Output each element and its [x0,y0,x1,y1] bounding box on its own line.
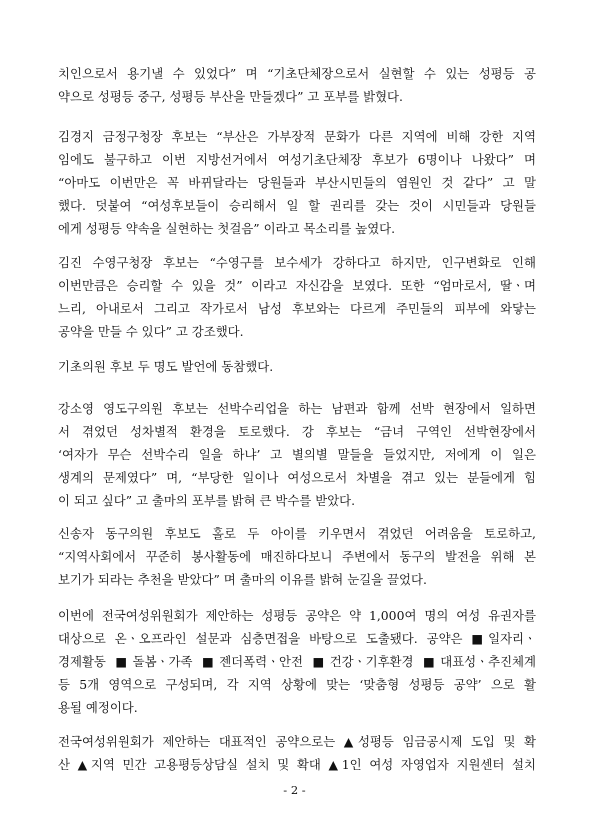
text-line: 임에도 불구하고 이번 지방선거에서 여성기초단체장 후보가 6명이나 나왔다” 며 [58,152,536,167]
paragraph-3 [58,251,536,343]
paragraph-4 [58,355,536,378]
text-line: 공약을 만들 수 있다” 고 강조했다. [58,324,244,339]
text-line: 이번만큼은 승리할 수 있을 것” 이라고 자신감을 보였다. 또한 “엄마로서, 딸ㆍ며 [58,278,536,293]
paragraph-5 [58,397,536,512]
text-line: 이 되고 싶다” 고 출마의 포부를 밝혀 큰 박수를 받았다. [58,493,356,508]
text-line: 강소영 영도구의원 후보는 선박수리업을 하는 남편과 함께 선박 현장에서 일하면 [58,401,536,416]
text-line: 기초의원 후보 두 명도 발언에 동참했다. [58,359,274,374]
paragraph-8 [58,730,536,776]
text-line: 했다. 덧붙여 “여성후보들이 승리해서 일 할 권리를 갖는 것이 시민들과 당원들 [58,198,536,213]
text-line: “아마도 이번만은 꼭 바뀌달라는 당원들과 부산시민들의 염원인 것 같다” 고 말 [58,175,536,190]
text-line: 느리, 아내로서 그리고 작가로서 남성 후보와는 다르게 주민들의 피부에 와닿는 [58,301,536,316]
text-line: ‘여자가 무슨 선박수리 일을 하냐’ 고 별의별 말들을 들었지만, 저에게 이 일은 [58,447,536,462]
text-line: 김경지 금정구청장 후보는 “부산은 가부장적 문화가 다른 지역에 비해 강한 지역 [58,129,536,144]
text-line: 신송자 동구의원 후보도 홀로 두 아이를 키우면서 겪었던 어려움을 토로하고, [58,526,536,541]
text-line: 용될 예정이다. [58,700,138,715]
text-line: 김진 수영구청장 후보는 “수영구를 보수세가 강하다고 하지만, 인구변화로 인해 [58,255,536,270]
paragraph-6 [58,522,536,591]
text-line: 산 ▲지역 민간 고용평등상담실 설치 및 확대 ▲1인 여성 자영업자 지원센터 설치 [58,757,536,772]
text-line: 이번에 전국여성위원회가 제안하는 성평등 공약은 약 1,000여 명의 여성 유권자를 [58,608,536,623]
paragraph-1 [58,62,536,108]
text-line: 전국여성위원회가 제안하는 대표적인 공약으로는 ▲성평등 임금공시제 도입 및 확 [58,734,536,749]
page-number: - 2 - [283,783,306,797]
paragraph-7 [58,604,536,719]
paragraph-2 [58,125,536,240]
text-line: 에게 성평등 약속을 실현하는 첫걸음” 이라고 목소리를 높였다. [58,221,396,236]
text-line: 치인으로서 용기낼 수 있었다” 며 “기초단체장으로서 실현할 수 있는 성평등 공 [58,66,536,81]
text-line: 생계의 문제였다” 며, “부당한 일이나 여성으로서 차별을 겪고 있는 분들에게 힘 [58,470,536,485]
text-line: 등 5개 영역으로 구성되며, 각 지역 상황에 맞는 ‘맞춤형 성평등 공약’ 으로 활 [58,677,536,692]
text-line: 대상으로 온ㆍ오프라인 설문과 심층면접을 바탕으로 도출됐다. 공약은 ■일자리ㆍ [58,631,536,646]
text-line: 경제활동 ■돌봄ㆍ가족 ■젠더폭력ㆍ안전 ■건강ㆍ기후환경 ■대표성ㆍ추진체계 [58,654,536,669]
text-line: “지역사회에서 꾸준히 봉사활동에 매진하다보니 주변에서 동구의 발전을 위해 본 [58,549,536,564]
text-line: 약으로 성평등 중구, 성평등 부산을 만들겠다” 고 포부를 밝혔다. [58,89,403,104]
text-line: 서 겪었던 성차별적 환경을 토로했다. 강 후보는 “금녀 구역인 선박현장에서 [58,424,536,439]
text-line: 보기가 되라는 추천을 받았다” 며 출마의 이유를 밝혀 눈길을 끌었다. [58,572,427,587]
